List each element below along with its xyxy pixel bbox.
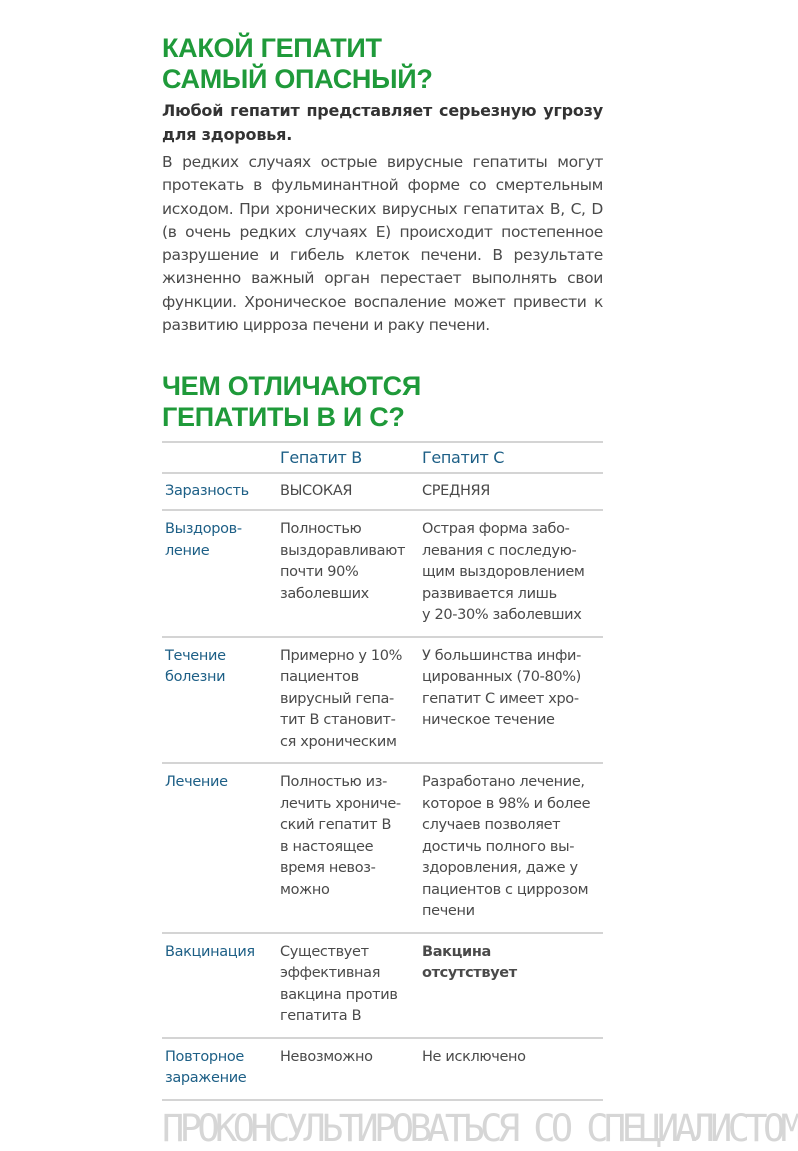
cell-hepatitis-c: Разработано лечение, которое в 98% и более случаев позволяет достичь полного вы- здоровления, даже у пациентов с циррозом печени: [422, 774, 591, 920]
title-line: ГЕПАТИТЫ В И С?: [162, 402, 405, 433]
cell-hepatitis-c: СРЕДНЯЯ: [422, 482, 490, 499]
header-empty: [162, 442, 280, 473]
cell-hepatitis-c: Не исключено: [422, 1048, 526, 1065]
section-title-differences: [162, 371, 603, 433]
table-row: [162, 933, 603, 1038]
cell-hepatitis-b: Невозможно: [280, 1048, 373, 1065]
cell-hepatitis-c: Вакцина отсутствует: [422, 943, 517, 982]
row-label: Течение болезни: [165, 647, 226, 686]
table-row: [162, 473, 603, 511]
cell-hepatitis-b: Существует эффективная вакцина против гепатита В: [280, 943, 398, 1025]
cell-hepatitis-b: Примерно у 10% пациентов вирусный гепа- тит В становит- ся хроническим: [280, 647, 403, 750]
title-line: САМЫЙ ОПАСНЫЙ?: [162, 64, 433, 94]
cell-hepatitis-b: Полностью из- лечить хрониче- ский гепатит В в настоящее время невоз- можно: [280, 774, 401, 898]
section-title-most-dangerous: [162, 33, 603, 95]
header-hepatitis-b: Гепатит В: [280, 448, 362, 468]
title-line: КАКОЙ ГЕПАТИТ: [162, 33, 382, 63]
row-label: Заразность: [165, 482, 249, 499]
cell-hepatitis-c: У большинства инфи- цированных (70-80%) гепатит С имеет хро- ническое течение: [422, 647, 582, 729]
title-line: ЧЕМ ОТЛИЧАЮТСЯ: [162, 371, 421, 402]
body-paragraph: В редких случаях острые вирусные гепатиты могут протекать в фульминантной форме со смертельным исходом. При хронических вирусных гепатитах B, C, D (в очень редких случаях E) происходит постепенное разрушение и гибель клеток печени. В результате жизненно важный орган перестает выполнять свои функции. Хроническое воспаление может привести к развитию цирроза печени и раку печени.: [162, 153, 603, 335]
table-row: [162, 510, 603, 637]
row-label: Выздоров- ление: [165, 521, 242, 559]
footer-consult-specialist: ПРОКОНСУЛЬТИРОВАТЬСЯ СО СПЕЦИАЛИСТОМ: [162, 1106, 798, 1150]
cell-hepatitis-b: ВЫСОКАЯ: [280, 482, 353, 499]
row-label: Вакцинация: [165, 943, 255, 960]
comparison-table: [162, 441, 603, 1101]
lead-paragraph: Любой гепатит представляет серьезную угрозу для здоровья.: [162, 101, 603, 144]
row-label: Лечение: [165, 774, 228, 791]
table-header-row: [162, 442, 603, 473]
row-label: Повторное заражение: [165, 1048, 247, 1087]
cell-hepatitis-c: Острая форма забо- левания с последую- щим выздоровлением развивается лишь у 20-30% заболевших: [422, 521, 585, 624]
table-row: [162, 1038, 603, 1100]
document-page: [162, 0, 798, 1151]
header-hepatitis-c: Гепатит С: [422, 448, 505, 468]
table-row: [162, 763, 603, 933]
table-row: [162, 637, 603, 764]
cell-hepatitis-b: Полностью выздоравливают почти 90% заболевших: [280, 521, 406, 602]
